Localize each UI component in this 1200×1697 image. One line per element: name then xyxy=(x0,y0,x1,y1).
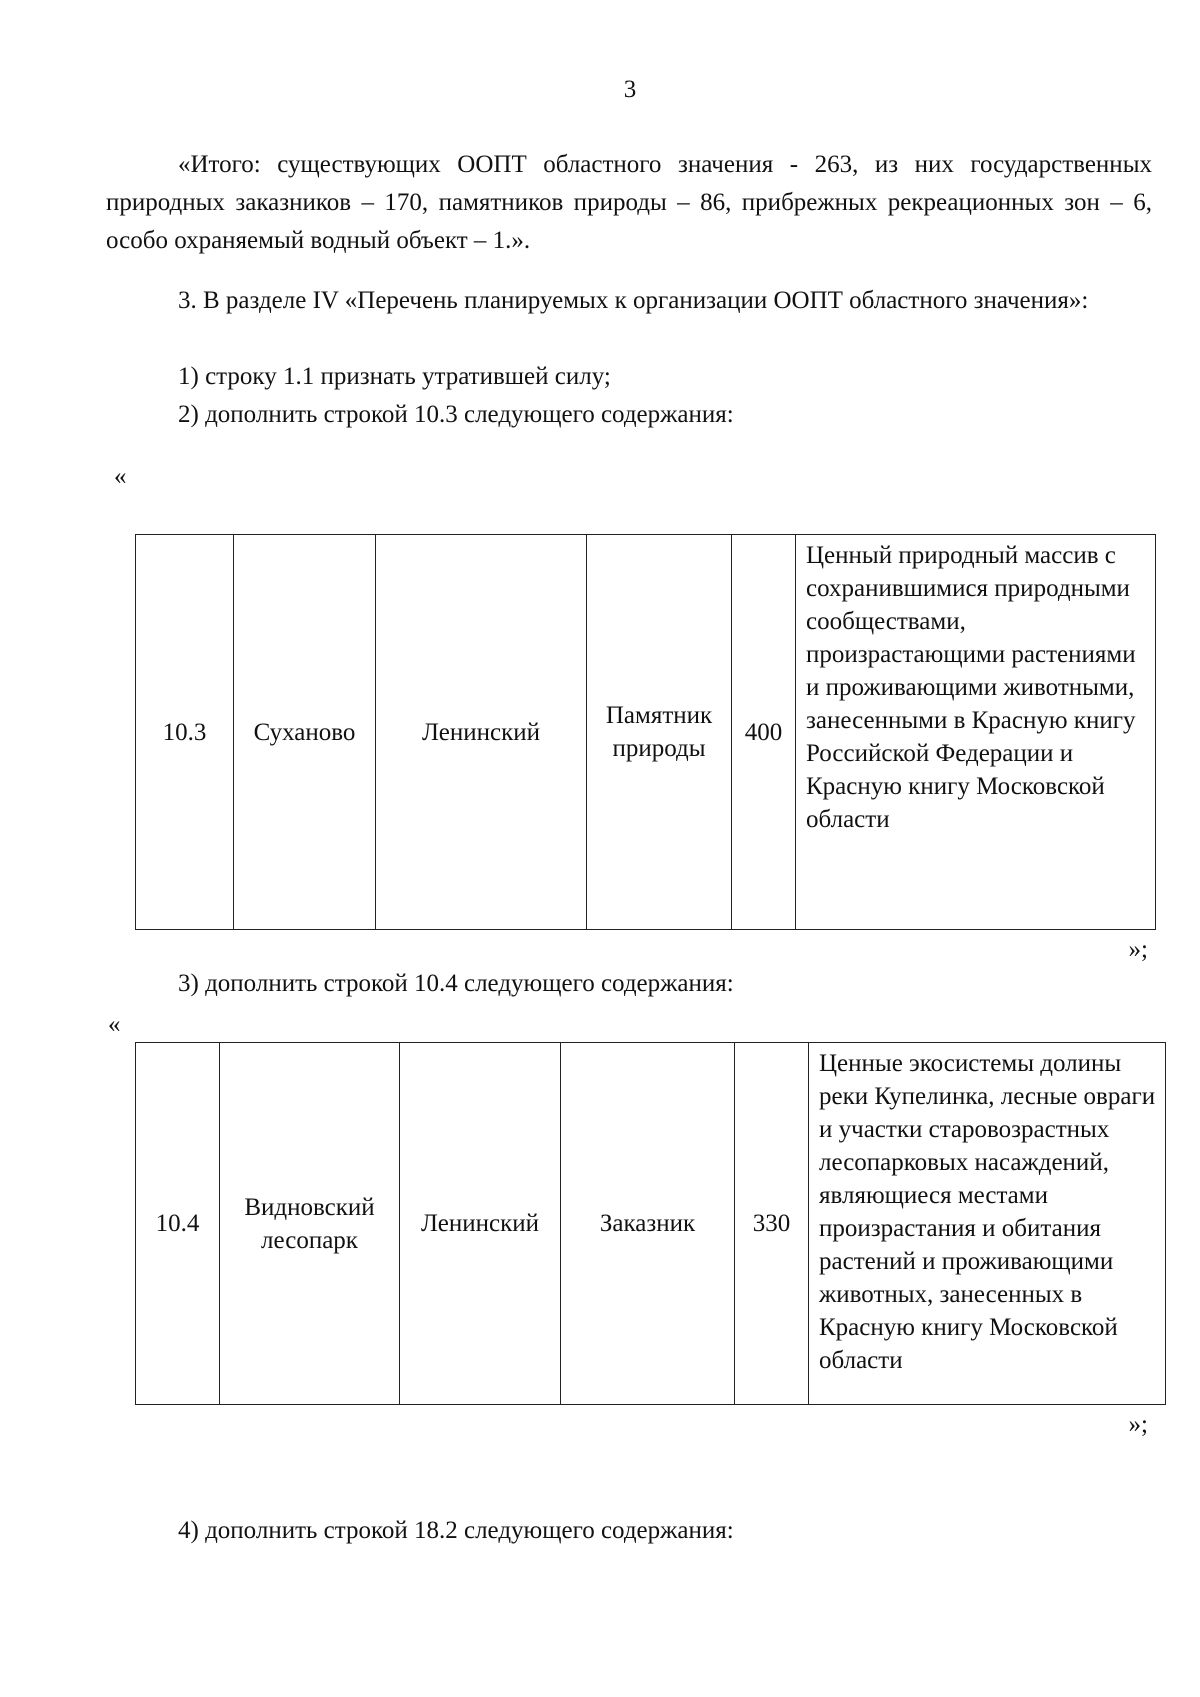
row-10-4-number: 10.4 xyxy=(136,1043,220,1405)
row-10-4-area: 330 xyxy=(735,1043,809,1405)
row-10-3-district: Ленинский xyxy=(376,535,587,930)
itogo-paragraph: «Итого: существующих ООПТ областного значения - 263, из них государственных природных заказников – 170, памятников природы – 86, прибрежных рекреационных зон – 6, особо охраняемый водный объект – 1.». xyxy=(106,151,1152,254)
section-paragraph: 3. В разделе IV «Перечень планируемых к организации ООПТ областного значения»: xyxy=(178,287,1089,314)
item-1: 1) строку 1.1 признать утратившей силу; xyxy=(178,363,611,390)
quote-open-1: « xyxy=(114,463,127,490)
quote-close-2: »; xyxy=(1128,1411,1148,1438)
quote-close-1: »; xyxy=(1128,936,1148,963)
row-10-4-category: Заказник xyxy=(561,1043,735,1405)
row-10-4-name: Видновский лесопарк xyxy=(220,1043,400,1405)
row-10-3-description: Ценный природный массив с сохранившимися природными сообществами, произрастающими растениями и проживающими животными, занесенными в Красную книгу Российской Федерации и Красную книгу Московской области xyxy=(796,535,1156,930)
item-4: 4) дополнить строкой 18.2 следующего содержания: xyxy=(178,1517,734,1544)
table-row-10-4 xyxy=(135,1042,1166,1405)
row-10-4-description: Ценные экосистемы долины реки Купелинка, лесные овраги и участки старовозрастных лесопарковых насаждений, являющиеся местами произрастания и обитания растений и проживающими животных, занесенных в Красную книгу Московской области xyxy=(809,1043,1166,1405)
item-3: 3) дополнить строкой 10.4 следующего содержания: xyxy=(178,970,734,997)
row-10-3-category: Памятник природы xyxy=(587,535,732,930)
row-10-3-number: 10.3 xyxy=(136,535,234,930)
table-row-10-3 xyxy=(135,534,1156,930)
quote-open-2: « xyxy=(108,1011,121,1038)
row-10-4-district: Ленинский xyxy=(400,1043,561,1405)
page-number: 3 xyxy=(623,76,637,103)
item-2: 2) дополнить строкой 10.3 следующего содержания: xyxy=(178,401,734,428)
row-10-3-area: 400 xyxy=(732,535,796,930)
row-10-3-name: Суханово xyxy=(234,535,376,930)
